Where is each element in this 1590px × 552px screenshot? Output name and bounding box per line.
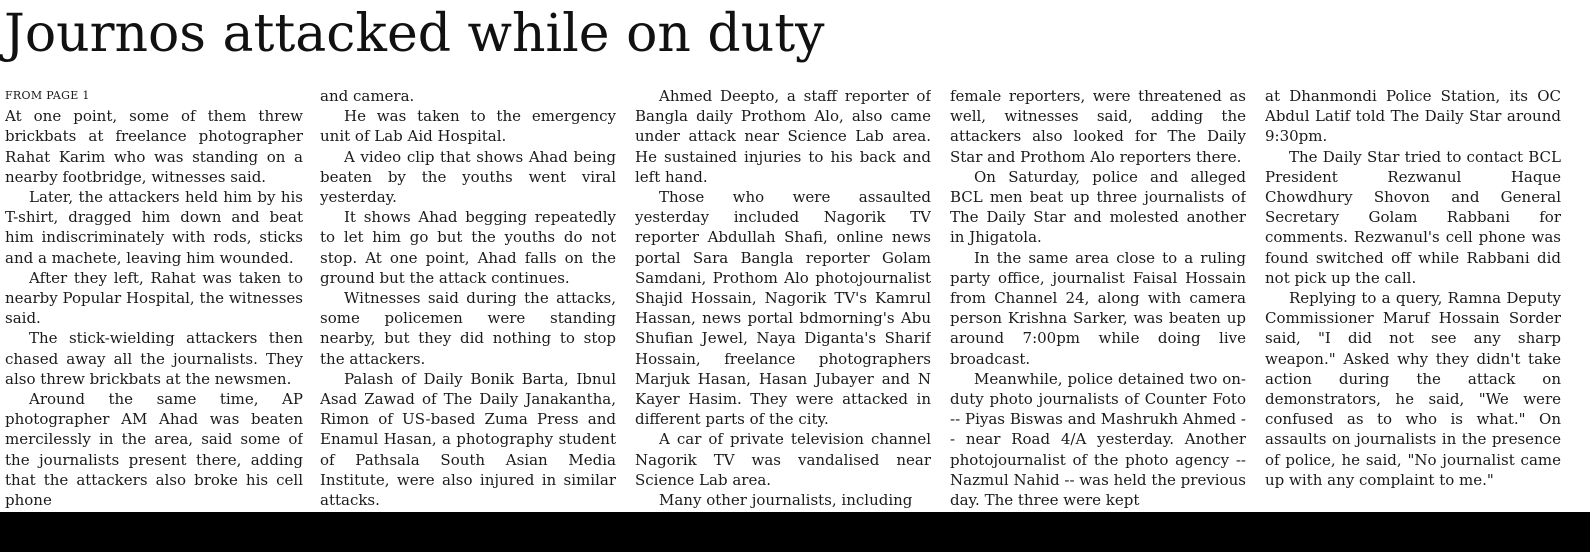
paragraph: It shows Ahad begging repeatedly to let him go but the youths do not stop. At one point, Ahad falls on the ground but the attack continues. [320,208,616,287]
paragraph: Replying to a query, Ramna Deputy Commissioner Maruf Hossain Sorder said, "I did not see any sharp weapon." Asked why they didn't take action during the attack on demonstrators, he said, "We were confused as to who is what." On assaults on journalists in the presence of police, he said, "No journalist came up with any complaint to me." [1265,289,1561,489]
paragraph: In the same area close to a ruling party office, journalist Faisal Hossain from Channel 24, along with camera person Krishna Sarker, was beaten up around 7:00pm while doing live broadcast. [950,248,1246,368]
paragraph: Around the same time, AP photographer AM Ahad was beaten mercilessly in the area, said some of the journalists present there, adding that the attackers also broke his cell phone [5,390,303,510]
paragraph: He was taken to the emergency unit of Lab Aid Hospital. [320,107,616,146]
article-column-5 [1265,86,1561,512]
paragraph: A video clip that shows Ahad being beaten by the youths went viral yesterday. [320,147,616,207]
paragraph: The stick-wielding attackers then chased away all the journalists. They also threw brickbats at the newsmen. [5,329,303,388]
paragraph: Ahmed Deepto, a staff reporter of Bangla daily Prothom Alo, also came under attack near Science Lab area. He sustained injuries to his back and left hand. [635,87,931,186]
paragraph: On Saturday, police and alleged BCL men beat up three journalists of The Daily Star and molested another in Jhigatola. [950,167,1246,247]
paragraph: Those who were assaulted yesterday included Nagorik TV reporter Abdullah Shafi, online news portal Sara Bangla reporter Golam Samdani, Prothom Alo photojournalist Shajid Hossain, Nagorik TV's Kamrul Hassan, news portal bdmorning's Abu Shufian Jewel, Naya Diganta's Sharif Hossain, freelance photographers Marjuk Hasan, Hasan Jubayer and N Kayer Hasim. They were attacked in different parts of the city. [635,188,931,429]
article-column-1 [5,86,303,512]
paragraph: and camera. [320,87,415,105]
article-column-4 [950,86,1246,512]
continuation-label: FROM PAGE 1 [5,89,90,102]
paragraph: Witnesses said during the attacks, some policemen were standing nearby, but they did nothing to stop the attackers. [320,289,616,368]
paragraph: Palash of Daily Bonik Barta, Ibnul Asad Zawad of The Daily Janakantha, Rimon of US-based Zuma Press and Enamul Hasan, a photography student of Pathsala South Asian Media Institute, were also injured in similar attacks. [320,369,616,510]
bottom-black-bar [0,512,1590,552]
paragraph: The Daily Star tried to contact BCL President Rezwanul Haque Chowdhury Shovon and General Secretary Golam Rabbani for comments. Rezwanul's cell phone was found switched off while Rabbani did not pick up the call. [1265,147,1561,287]
paragraph: A car of private television channel Nagorik TV was vandalised near Science Lab area. [635,430,931,489]
paragraph: Meanwhile, police detained two on-duty photo journalists of Counter Foto -- Piyas Biswas and Mashrukh Ahmed -- near Road 4/A yesterday. Another photojournalist of the photo agency -- Nazmul Nahid -- was held the previous day. The three were kept [950,369,1246,510]
headline: Journos attacked while on duty [4,4,825,64]
paragraph: female reporters, were threatened as well, witnesses said, adding the attackers also looked for The Daily Star and Prothom Alo reporters there. [950,87,1246,166]
paragraph: Many other journalists, including [659,491,913,510]
paragraph: After they left, Rahat was taken to nearby Popular Hospital, the witnesses said. [5,268,303,328]
article-column-3 [635,86,931,512]
paragraph: At one point, some of them threw brickbats at freelance photographer Rahat Karim who was standing on a nearby footbridge, witnesses said. [5,107,303,186]
article-columns [0,86,1590,512]
article-column-2 [320,86,616,512]
paragraph: Later, the attackers held him by his T-shirt, dragged him down and beat him indiscriminately with rods, sticks and a machete, leaving him wounded. [5,188,303,267]
paragraph: at Dhanmondi Police Station, its OC Abdul Latif told The Daily Star around 9:30pm. [1265,87,1561,146]
